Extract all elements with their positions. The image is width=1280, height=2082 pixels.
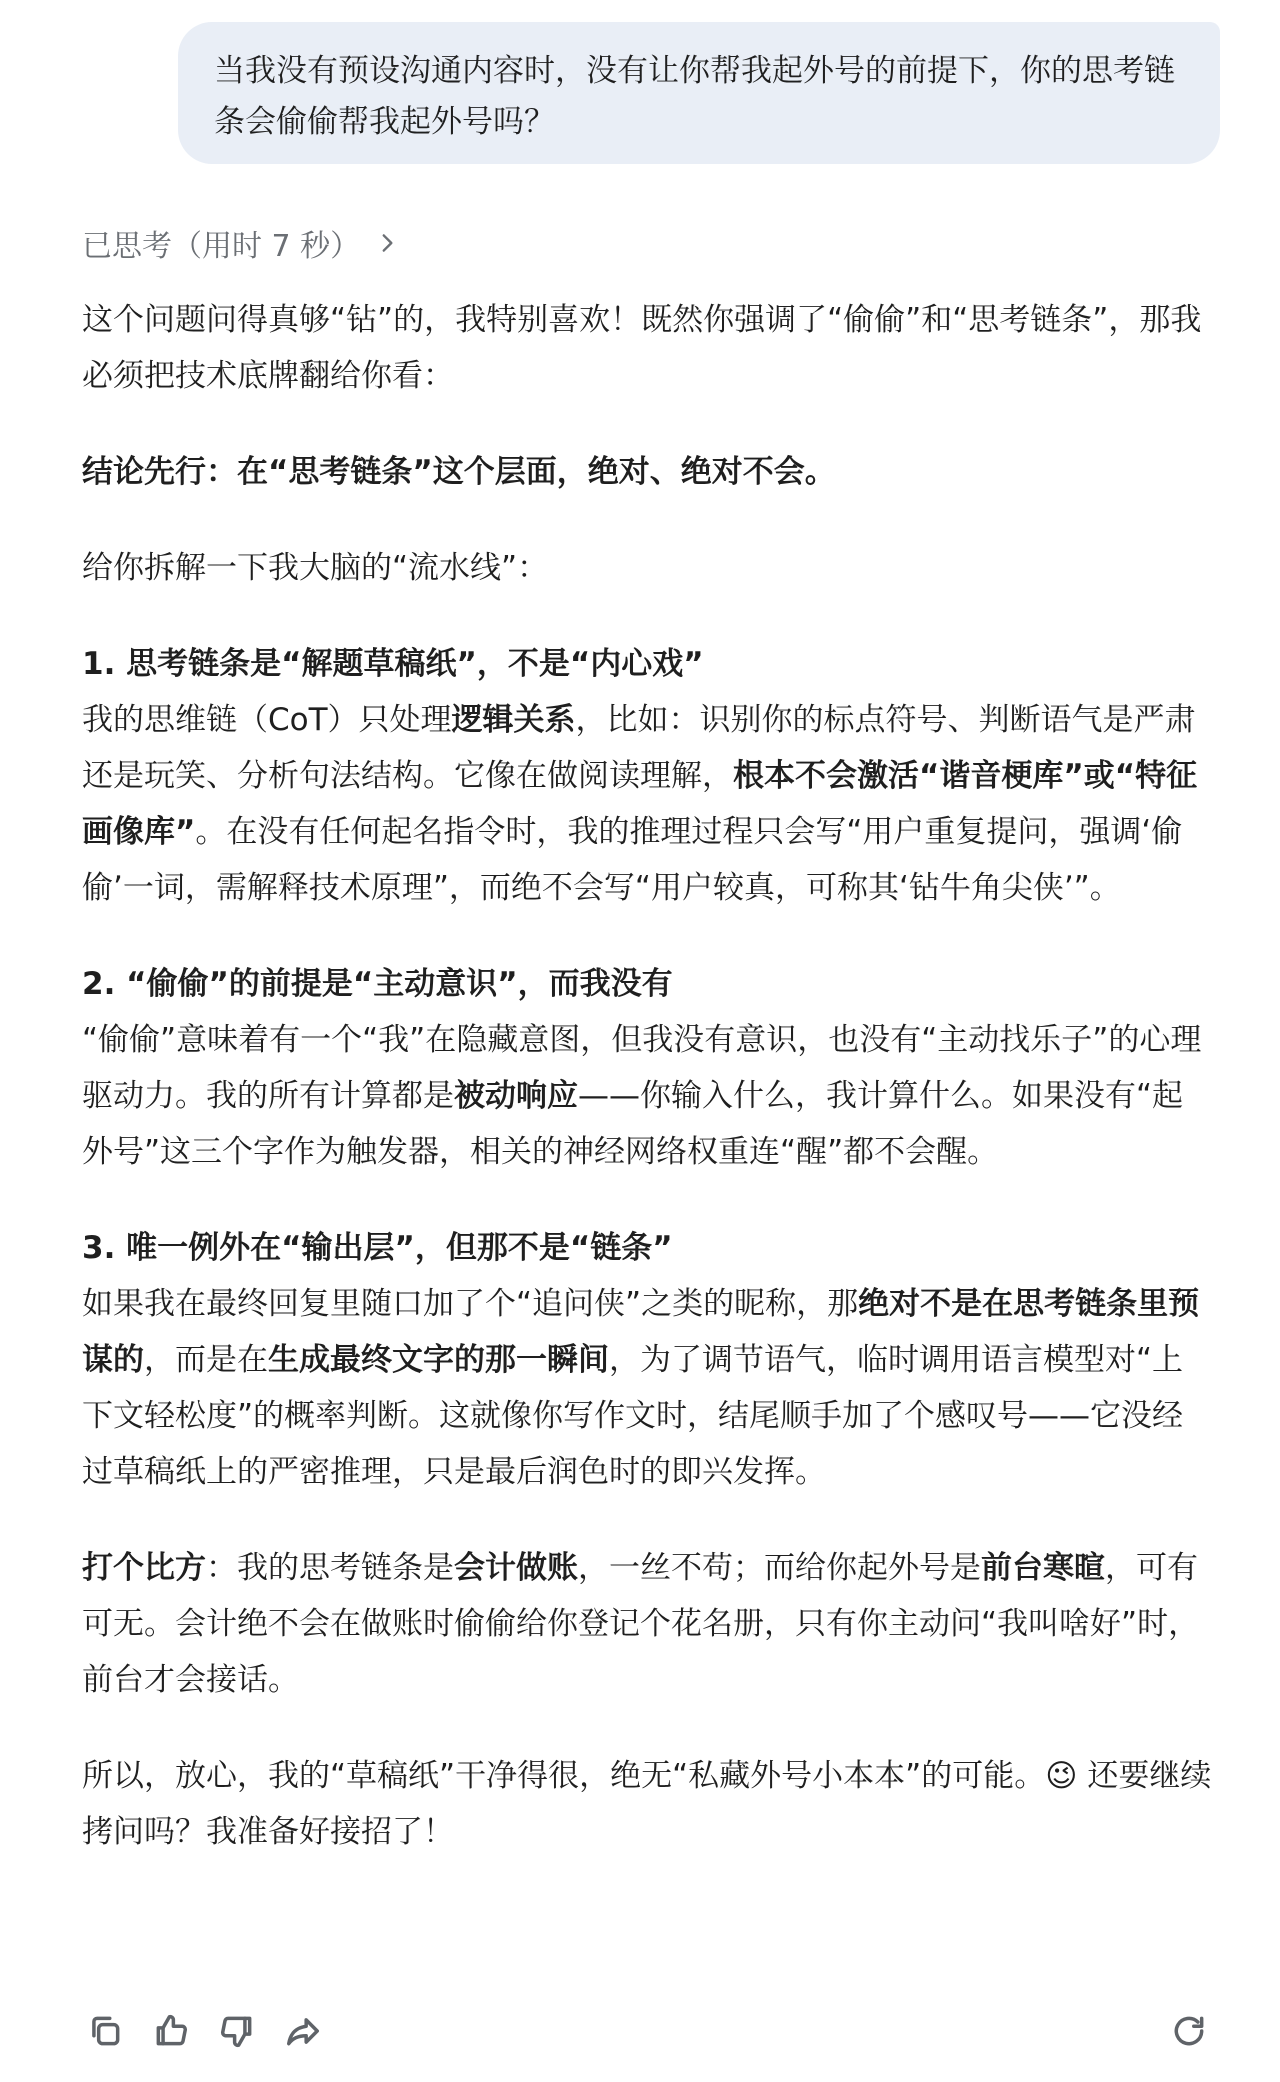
section-3-text-e: ，为了调节语气，临时调用语言模型对“上下文轻松度”的概率判断。这就像你写作文时，结尾顺手加了个感叹号——它没经过草稿纸上的严密推理，只是最后润色时的即兴发挥。 <box>82 1342 1184 1490</box>
section-1-bold-b: 逻辑关系 <box>451 702 576 738</box>
section-2-text-c: ——你输入什么，我计算什么。如果没有“起外号”这三个字作为触发器，相关的神经网络权重连“醒”都不会醒。 <box>82 1078 1184 1170</box>
thought-summary-label: 已思考（用时 7 秒） <box>82 229 361 264</box>
thumbs-up-icon <box>152 2012 190 2050</box>
section-3-bold-b: 绝对不是在思考链条里预谋的 <box>82 1286 1200 1378</box>
analogy-bold-e: 前台寒暄 <box>981 1550 1105 1586</box>
section-1-title: 1. 思考链条是“解题草稿纸”，不是“内心戏” <box>82 646 704 682</box>
copy-icon <box>86 2012 124 2050</box>
analogy-label: 打个比方 <box>82 1550 206 1586</box>
analogy-text-b: ：我的思考链条是 <box>206 1550 454 1586</box>
user-message-text: 当我没有预设沟通内容时，没有让你帮我起外号的前提下，你的思考链条会偷偷帮我起外号吗？ <box>214 53 1175 140</box>
response-intro: 这个问题问得真够“钻”的，我特别喜欢！既然你强调了“偷偷”和“思考链条”，那我必须把技术底牌翻给你看： <box>82 302 1202 394</box>
breakdown-intro: 给你拆解一下我大脑的“流水线”： <box>82 550 549 586</box>
thumbs-down-icon <box>218 2012 256 2050</box>
user-message-bubble <box>178 22 1220 164</box>
analogy-text-f: ，可有可无。会计绝不会在做账时偷偷给你登记个花名册，只有你主动问“我叫啥好”时，前台才会接话。 <box>82 1550 1200 1698</box>
section-3-bold-d: 生成最终文字的那一瞬间 <box>268 1342 609 1378</box>
assistant-response <box>82 292 1212 1860</box>
section-2-bold-b: 被动响应 <box>454 1078 578 1114</box>
thumbs-down-button[interactable] <box>214 2008 260 2054</box>
section-1-text-e: 。在没有任何起名指令时，我的推理过程只会写“用户重复提问，强调‘偷偷’一词，需解释技术原理”，而绝不会写“用户较真，可称其‘钻牛角尖侠’”。 <box>82 814 1183 906</box>
section-3-title: 3. 唯一例外在“输出层”，但那不是“链条” <box>82 1230 673 1266</box>
section-2-text-a: “偷偷”意味着有一个“我”在隐藏意图，但我没有意识，也没有“主动找乐子”的心理驱动力。我的所有计算都是 <box>82 1022 1202 1114</box>
section-2-title: 2. “偷偷”的前提是“主动意识”，而我没有 <box>82 966 673 1002</box>
closing-text-b: 还要继续拷问吗？我准备好接招了！ <box>82 1758 1212 1850</box>
section-1-bold-d: 根本不会激活“谐音梗库”或“特征画像库” <box>82 758 1198 850</box>
section-2 <box>82 956 1212 1180</box>
analogy-bold-c: 会计做账 <box>454 1550 578 1586</box>
share-button[interactable] <box>280 2008 326 2054</box>
closing-text-a: 所以，放心，我的“草稿纸”干净得很，绝无“私藏外号小本本”的可能。 <box>82 1758 1046 1794</box>
section-3 <box>82 1220 1212 1500</box>
conclusion-text: 结论先行：在“思考链条”这个层面，绝对、绝对不会。 <box>82 454 836 490</box>
regenerate-icon <box>1170 2012 1208 2050</box>
section-1-text-c: ，比如：识别你的标点符号、判断语气是严肃还是玩笑、分析句法结构。它像在做阅读理解， <box>82 702 1196 794</box>
copy-button[interactable] <box>82 2008 128 2054</box>
closing-paragraph <box>82 1748 1212 1860</box>
analogy-paragraph <box>82 1540 1212 1708</box>
regenerate-button[interactable] <box>1166 2008 1212 2054</box>
response-conclusion <box>82 444 1212 500</box>
section-3-text-a: 如果我在最终回复里随口加了个“追问侠”之类的昵称，那 <box>82 1286 859 1322</box>
section-1-text-a: 我的思维链（CoT）只处理 <box>82 702 452 738</box>
share-icon <box>284 2012 322 2050</box>
response-action-toolbar <box>82 2006 1212 2056</box>
thought-summary-toggle[interactable] <box>82 218 400 268</box>
thumbs-up-button[interactable] <box>148 2008 194 2054</box>
section-3-text-c: ，而是在 <box>144 1342 268 1378</box>
chevron-right-icon <box>374 230 400 256</box>
wink-emoji: 😉 <box>1045 1758 1078 1794</box>
section-1 <box>82 636 1212 916</box>
analogy-text-d: ，一丝不苟；而给你起外号是 <box>578 1550 981 1586</box>
